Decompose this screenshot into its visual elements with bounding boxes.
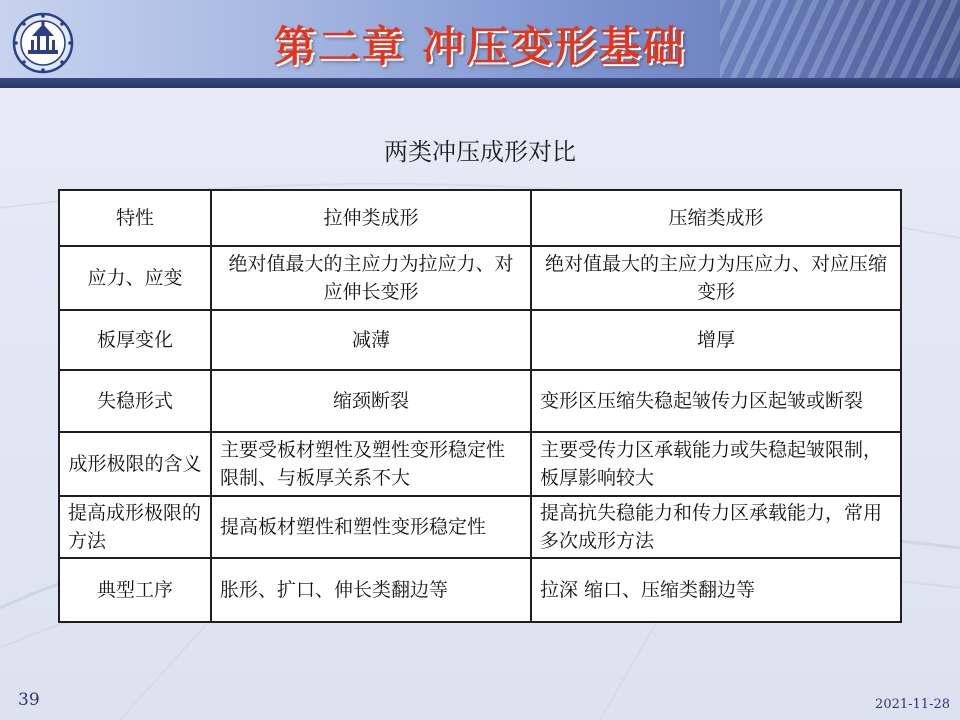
- feature-cell: 板厚变化: [59, 310, 211, 370]
- page-number: 39: [18, 690, 40, 710]
- tension-cell: 主要受板材塑性及塑性变形稳定性限制、与板厚关系不大: [211, 432, 531, 496]
- comparison-table: [58, 189, 902, 623]
- table-row: [59, 496, 901, 558]
- feature-cell: 成形极限的含义: [59, 432, 211, 496]
- table-row: [59, 432, 901, 496]
- tension-cell: 减薄: [211, 310, 531, 370]
- table-row: [59, 246, 901, 310]
- tension-cell: 提高板材塑性和塑性变形稳定性: [211, 496, 531, 558]
- compression-cell: 变形区压缩失稳起皱传力区起皱或断裂: [531, 370, 901, 432]
- compression-cell: 拉深 缩口、压缩类翻边等: [531, 558, 901, 622]
- tension-cell: 缩颈断裂: [211, 370, 531, 432]
- feature-cell: 失稳形式: [59, 370, 211, 432]
- table-row: [59, 370, 901, 432]
- compression-cell: 提高抗失稳能力和传力区承载能力，常用多次成形方法: [531, 496, 901, 558]
- slide-title: 第二章 冲压变形基础: [273, 22, 687, 71]
- header-strip: [0, 78, 960, 88]
- header-band: [0, 0, 960, 88]
- compression-cell: 增厚: [531, 310, 901, 370]
- column-header: 特性: [59, 190, 211, 246]
- compression-cell: 主要受传力区承载能力或失稳起皱限制，板厚影响较大: [531, 432, 901, 496]
- table-row: [59, 558, 901, 622]
- table-header-row: [59, 190, 901, 246]
- compression-cell: 绝对值最大的主应力为压应力、对应压缩变形: [531, 246, 901, 310]
- table-caption: 两类冲压成形对比: [384, 138, 576, 166]
- slide-date: 2021-11-28: [875, 697, 950, 712]
- feature-cell: 提高成形极限的方法: [59, 496, 211, 558]
- feature-cell: 应力、应变: [59, 246, 211, 310]
- table-row: [59, 310, 901, 370]
- tension-cell: 胀形、扩口、伸长类翻边等: [211, 558, 531, 622]
- column-header: 拉伸类成形: [211, 190, 531, 246]
- tension-cell: 绝对值最大的主应力为拉应力、对应伸长变形: [211, 246, 531, 310]
- feature-cell: 典型工序: [59, 558, 211, 622]
- column-header: 压缩类成形: [531, 190, 901, 246]
